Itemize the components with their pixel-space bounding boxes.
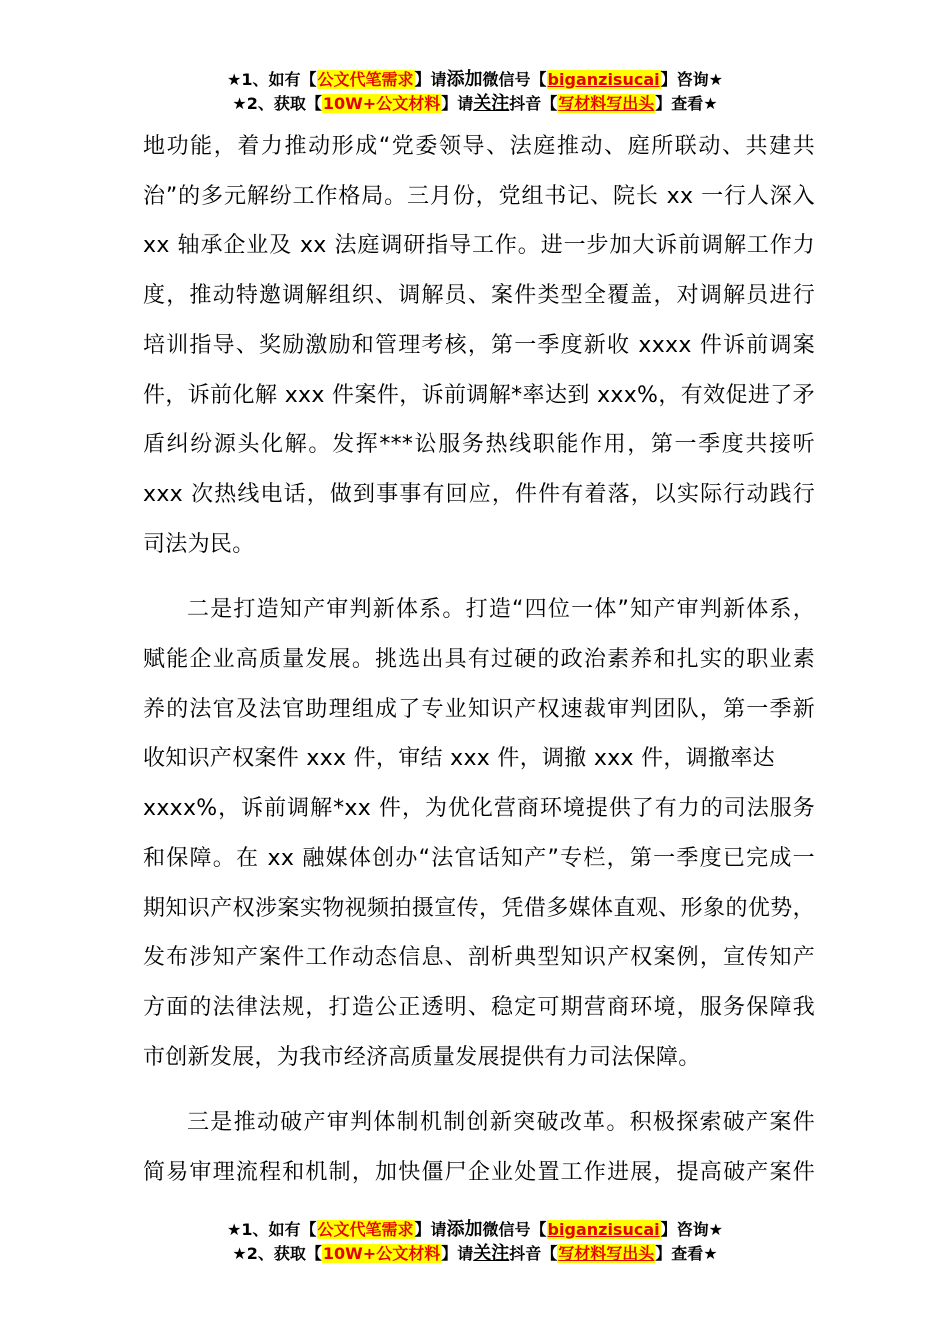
text-line: 三是推动破产审判体制机制创新突破改革。积极探索破产案件 bbox=[187, 1110, 815, 1136]
banner-text: 】查看★ bbox=[655, 1244, 718, 1263]
banner-text: 】请 bbox=[414, 70, 447, 89]
paragraph-2 bbox=[143, 585, 815, 1082]
highlight-ghostwriting: 公文代笔需求 bbox=[317, 1220, 414, 1239]
text-line: 治”的多元解纷工作格局。三月份，党组书记、院长 xx 一行人深入 bbox=[143, 183, 815, 209]
banner-line-2 bbox=[0, 1242, 950, 1266]
text-line: 赋能企业高质量发展。挑选出具有过硬的政治素养和扎实的职业素 bbox=[143, 647, 815, 673]
highlight-douyin-id: 写材料写出头 bbox=[558, 1244, 655, 1263]
banner-text: ★1、如有【 bbox=[227, 1220, 317, 1239]
text-line: 地功能，着力推动形成“党委领导、法庭推动、庭所联动、共建共 bbox=[143, 134, 815, 159]
text-line: 方面的法律法规，打造公正透明、稳定可期营商环境，服务保障我 bbox=[143, 994, 815, 1020]
text-line: 市创新发展，为我市经济高质量发展提供有力司法保障。 bbox=[143, 1044, 701, 1070]
banner-emphasis: 关注 bbox=[473, 93, 510, 114]
text-line: 司法为民。 bbox=[143, 531, 255, 557]
banner-text: 抖音【 bbox=[509, 1244, 558, 1263]
text-line: 养的法官及法官助理组成了专业知识产权速裁审判团队，第一季新 bbox=[143, 696, 815, 722]
banner-text: 】咨询★ bbox=[660, 1220, 723, 1239]
banner-text: ★1、如有【 bbox=[227, 70, 317, 89]
footer-banner bbox=[0, 1218, 950, 1266]
banner-text: 微信号【 bbox=[482, 70, 547, 89]
text-line: xx 轴承企业及 xx 法庭调研指导工作。进一步加大诉前调解工作力 bbox=[143, 233, 815, 259]
highlight-wechat-id: biganzisucai bbox=[547, 1220, 660, 1239]
body-text bbox=[143, 122, 815, 1198]
text-line: xxx 次热线电话，做到事事有回应，件件有着落，以实际行动践行 bbox=[143, 481, 815, 507]
text-line: 期知识产权涉案实物视频拍摄宣传，凭借多媒体直观、形象的优势， bbox=[143, 895, 815, 921]
banner-line-2 bbox=[0, 92, 950, 116]
banner-text: 】咨询★ bbox=[660, 70, 723, 89]
banner-text: 微信号【 bbox=[482, 1220, 547, 1239]
highlight-douyin-id: 写材料写出头 bbox=[558, 94, 655, 113]
banner-text: 】请 bbox=[414, 1220, 447, 1239]
banner-text: 】请 bbox=[441, 1244, 474, 1263]
banner-emphasis: 关注 bbox=[473, 1243, 510, 1264]
text-line: xxxx%，诉前调解*xx 件，为优化营商环境提供了有力的司法服务 bbox=[143, 796, 815, 822]
text-line: 件，诉前化解 xxx 件案件，诉前调解*率达到 xxx%，有效促进了矛 bbox=[143, 382, 815, 408]
text-line: 发布涉知产案件工作动态信息、剖析典型知识产权案例，宣传知产 bbox=[143, 945, 815, 971]
text-line: 收知识产权案件 xxx 件，审结 xxx 件，调撤 xxx 件，调撤率达 bbox=[143, 746, 775, 772]
header-banner bbox=[0, 68, 950, 116]
highlight-wechat-id: biganzisucai bbox=[547, 70, 660, 89]
paragraph-1 bbox=[143, 122, 815, 569]
text-line: 培训指导、奖励激励和管理考核，第一季度新收 xxxx 件诉前调案 bbox=[143, 332, 815, 358]
banner-text: ★2、获取【 bbox=[232, 94, 322, 113]
highlight-materials: 10W+公文材料 bbox=[322, 94, 441, 113]
banner-text: 】请 bbox=[441, 94, 474, 113]
banner-emphasis: 添加 bbox=[446, 69, 483, 90]
paragraph-3 bbox=[143, 1098, 815, 1197]
text-line: 盾纠纷源头化解。发挥***讼服务热线职能作用，第一季度共接听 bbox=[143, 432, 815, 458]
banner-text: 抖音【 bbox=[509, 94, 558, 113]
banner-emphasis: 添加 bbox=[446, 1219, 483, 1240]
highlight-ghostwriting: 公文代笔需求 bbox=[317, 70, 414, 89]
text-line: 和保障。在 xx 融媒体创办“法官话知产”专栏，第一季度已完成一 bbox=[143, 845, 815, 871]
text-line: 简易审理流程和机制，加快僵尸企业处置工作进展，提高破产案件 bbox=[143, 1160, 815, 1186]
banner-text: ★2、获取【 bbox=[232, 1244, 322, 1263]
banner-text: 】查看★ bbox=[655, 94, 718, 113]
text-line: 二是打造知产审判新体系。打造“四位一体”知产审判新体系， bbox=[187, 597, 815, 623]
text-line: 度，推动特邀调解组织、调解员、案件类型全覆盖，对调解员进行 bbox=[143, 283, 815, 309]
banner-line-1 bbox=[0, 1218, 950, 1242]
banner-line-1 bbox=[0, 68, 950, 92]
highlight-materials: 10W+公文材料 bbox=[322, 1244, 441, 1263]
